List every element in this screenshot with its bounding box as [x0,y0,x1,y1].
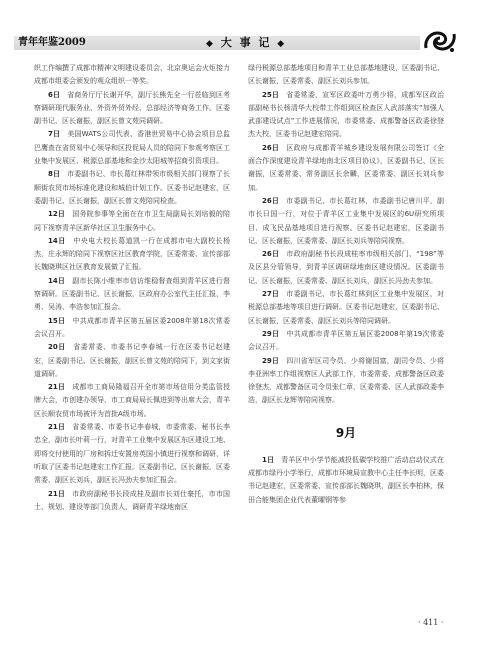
chronicle-entry [34,208,230,235]
entry-text: 省委常委，宣军区政委叶万勇少将，成都军区政治部副秘书长杨清华大校带工作组到区检查区人武部落实“加强人武部建设试点”工作进展情况，市委常委、成都警备区政委徐登杰大校，区委书记赵建宏陪同。 [248,90,445,139]
entry-date: 21日 [48,423,66,432]
diamond-right-icon: ◆ [277,39,287,49]
entry-text: 织工作编撰了成都市精神文明建设委员会、北京奥运会火炬接力成都市组委会颁发的观众组织一等奖。 [34,64,230,86]
entry-text: 省商务厅厅长谢开华，副厅长熊先全一行莅临到区考察调研现代服务业、外资外贸外经、总部经济等商务工作。区委副书记、区长谢振，副区长曾文苑同调研。 [34,90,231,126]
entry-date: 6日 [48,90,61,99]
entry-text: 省委常委、市委书记李春城，市委常委、秘书长李忠全，副市长叶莉一行，对青羊工业集中发展区东区建设工地、即将交付使用的厂房和拆迁安置房英国小镇进行视察和调研，详听取了区委书记赵建宏工作汇报。区委副书记、区长谢振，区委常委、副区长刘兵，副区长冯劲夫参加汇报会。 [34,423,231,485]
entry-text: 中共成都市青羊区第五届区委2008年第19次常委会议召开。 [248,329,445,352]
right-column-entries [248,62,444,408]
entry-date: 7日 [48,130,61,139]
entry-date: 14日 [48,236,66,245]
section-title [206,36,286,50]
entry-text: 市委副书记、市长葛红林到区工业集中发展区，对税源总部基地等项目进行调研。区委书记赵建宏，区委副书记、区长谢振，区委常委、副区长刘兵等陪同调研。 [248,290,445,325]
left-column [34,62,230,514]
chronicle-entry [34,168,230,208]
entry-date: 14日 [48,276,66,285]
entry-text: 市政府副秘书长段成桂及副市长刘仕豪托，市市国土、规划、建设等部门负责人，调研青羊绿地南区 [34,489,231,511]
month-heading: 9月 [335,425,357,440]
entry-date: 29日 [262,356,280,365]
entry-date: 21日 [48,383,66,392]
chronicle-entry [34,89,230,129]
entry-text: 省委常委、市委书记李春城一行在区委书记赵建宏，区委副书记、区长谢振，副区长曾文苑的陪同下，到文家街道调研。 [34,343,231,378]
entry-date: 27日 [262,290,280,299]
entry-text: 四川省军区司令员、少将谢国富，副司令员、少将李亚洲率工作组视察区人武部工作，市委常委、成都警备区政委徐登杰，成都警备区司令员张仁章，区委常委、区人武部政委李浩，副区长龙辉等陪同视察。 [248,356,445,405]
entry-date: 12日 [48,210,66,219]
entry-date: 26日 [262,143,280,152]
entry-date: 29日 [262,329,280,338]
chronicle-entry [34,341,230,381]
chronicle-entry [34,421,230,487]
entry-text: 绿丹税源总部基地项目和青羊工业总部基地建设，区委副书记、区长谢振，区委常委、副区长刘兵参加。 [248,64,444,86]
chronicle-entry [34,488,230,515]
chronicle-entry [248,142,444,195]
diamond-left-icon: ◆ [206,39,215,49]
chronicle-entry [34,235,230,275]
entry-date: 26日 [262,196,280,205]
entry-date: 15日 [48,316,66,325]
entry-text: 市委副书记、市长葛红林带领市级相关部门视察了长顺街农贸市场标准化建设和城伯计划工作。区委书记赵建宏，区委副书记、区长谢振，副区长曾文苑陪同检查。 [34,170,231,205]
entry-text: 国务院参事等全面在在市卫生局副局长刘培毅的陪同下视察青羊区新华社区卫生服务中心。 [34,210,231,232]
entry-date: 20日 [48,343,66,352]
page-number: · 411 · [418,618,444,627]
right-column [248,62,444,507]
chronicle-entry [34,381,230,421]
yearbook-logo-icon [422,26,458,56]
chronicle-entry [34,315,230,342]
chronicle-entry [248,454,444,507]
entry-date: 21日 [48,489,66,498]
chronicle-entry [248,195,444,248]
entry-text: 区政府与成都青羊城乡建设发展有限公司签订《全面合作深度建设青羊绿地南北区项目协议》，区委副书记、区长谢振，区委常委、常务副区长余麟，区委常委、副区长刘兵参加。 [248,143,445,192]
entry-text: 市委副书记、市长葛红林，市委副书记唐川平，副市长曰国一行，对位于青羊区工业集中发展区的6U研究所项目、成飞民品基地项目进行视察。区委书记赵建宏，区委副书记、区长谢振，区委常委、副区长刘兵等陪同视察。 [248,196,445,245]
chronicle-entry [34,275,230,315]
entry-date: 8日 [48,170,61,179]
entry-text: 副市长陈小维率市信访维稳督查组到青羊区进行督察调研。区委副书记、区长谢振，区政府办公室代主任汇报，李勇、吴涛、李浩参加汇报会。 [34,276,231,312]
chronicle-entry [248,288,444,328]
entry-text: 中共成都市青羊区第五届区委2008年第18次常委会议召开。 [34,316,231,338]
entry-date: 26日 [262,250,280,259]
chronicle-entry [34,62,230,89]
page-header [0,0,480,56]
chronicle-entry [248,328,444,355]
section-title-text: 大 事 记 [220,36,272,49]
entry-text: 市政府副秘书长段成桂率市级相关部门、“198”等及区县分管领导，到青羊区调研绿地南区建设情况。区委副书记、区长谢振，区委常委、副区长刘兵，副区长冯劲夫参加。 [248,250,444,285]
entry-date: 25日 [262,90,280,99]
entry-text: 青羊区中小学节能减投低碳学校推广活动启动仪式在成都市绿丹小学举行，成都市环境局宣教中心主任李长明，区委书记赵建宏，区委常委、宣传部部长魏晓琪，副区长李柏林，保田合能集团企业代表董曜钢等参 [248,455,445,504]
entry-text: 美国WATS公司代表、香港世贸易中心协会项目总监巴鹰查在省贸易中心领导和区投促局人员的陪同下参观考察区工业集中发展区、税源总部基地和金沙太阳城等招商引资项目。 [34,130,231,166]
chronicle-entry [248,248,444,288]
chronicle-entry [248,355,444,408]
chronicle-entry [248,62,444,89]
entry-text: 中央电大校长葛道凯一行在成都市电大副校长杨杰，庄永辉的陪同下视察区社区教育学院，区委常委、宣传部部长魏晓琪区社区教育发展做了汇报。 [34,236,231,272]
right-column-month-entries [248,454,444,507]
chronicle-entry [34,128,230,168]
entry-text: 成都市工商局隆福召开全市第市场信用分类监管授牌大会，市创建办领导、市工商局局长佩进到等出席大会，青羊区长顺农贸市场被评为首批A级市场。 [34,383,231,418]
chronicle-entry [248,89,444,142]
entry-date: 1日 [262,455,275,464]
yearbook-title: 青年年鉴2009 [18,37,86,48]
